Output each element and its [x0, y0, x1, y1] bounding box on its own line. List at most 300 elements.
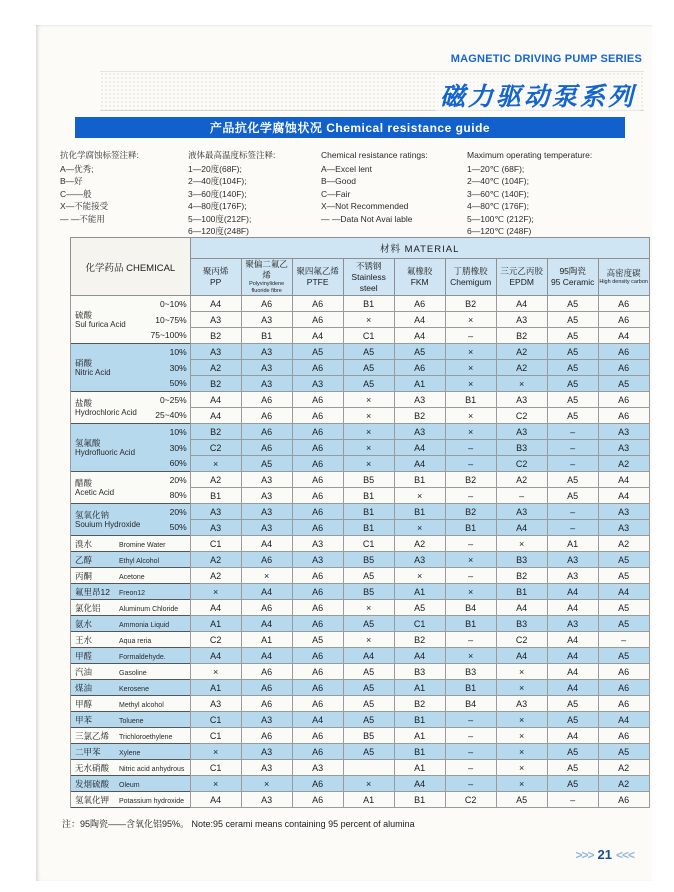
material-name-en: Stainless steel	[351, 271, 386, 293]
rating-cell: A4	[394, 440, 445, 456]
rating-cell: B2	[445, 472, 496, 488]
rating-cell: B3	[496, 440, 547, 456]
legend-heading: 液体最高温度标签注释:	[188, 150, 276, 160]
material-name-en: PTFE	[306, 277, 329, 287]
rating-cell: B1	[190, 488, 241, 504]
concentration-cell: 75~100%	[151, 328, 191, 344]
rating-cell: A4	[547, 648, 598, 664]
concentration-cell: 80%	[151, 488, 191, 504]
table-row	[71, 344, 650, 360]
rating-cell: A5	[598, 616, 649, 632]
concentration-cell: 30%	[151, 440, 191, 456]
rating-cell: B2	[394, 408, 445, 424]
rating-cell: A5	[343, 680, 394, 696]
concentration-cell: 50%	[151, 520, 191, 536]
table-row	[71, 376, 650, 392]
chemical-name-cell	[71, 792, 191, 808]
rating-cell: A6	[241, 728, 292, 744]
rating-cell: B2	[394, 696, 445, 712]
table-row	[71, 776, 650, 792]
rating-cell: A4	[496, 296, 547, 312]
rating-cell: ×	[496, 536, 547, 552]
rating-cell: B2	[445, 504, 496, 520]
rating-cell: A5	[343, 344, 394, 360]
chemical-name-en: Nitric acid anhydrous	[119, 765, 185, 773]
rating-cell: A5	[343, 664, 394, 680]
rating-cell: A5	[547, 488, 598, 504]
rating-cell: B1	[241, 328, 292, 344]
legend-column-3	[321, 149, 467, 238]
chemical-name-cell	[71, 648, 191, 664]
rating-cell: A4	[190, 600, 241, 616]
chemical-name-cell	[71, 504, 151, 536]
material-name-en: PP	[210, 277, 222, 287]
chemical-name-zh: 甲苯	[75, 714, 93, 725]
chemical-name-en: Toluene	[119, 717, 144, 725]
catalog-page	[36, 25, 652, 881]
chemical-name-en: Ethyl Alcohol	[119, 557, 160, 565]
rating-cell: A3	[241, 376, 292, 392]
chemical-name-en: Methyl alcohol	[119, 701, 164, 709]
rating-cell: ×	[445, 344, 496, 360]
material-name-zh: 聚偏二氟乙烯	[245, 259, 288, 280]
table-row	[71, 504, 650, 520]
rating-cell: B1	[445, 616, 496, 632]
chemical-name-zh: 乙醇	[75, 554, 93, 565]
rating-cell: B1	[445, 520, 496, 536]
chemical-name-cell	[71, 616, 191, 632]
rating-cell: A6	[292, 472, 343, 488]
material-name-en: FKM	[410, 277, 429, 287]
rating-cell: A2	[394, 536, 445, 552]
material-name-zh: 不锈钢	[355, 260, 382, 271]
rating-cell: ×	[445, 552, 496, 568]
chemical-name-zh: 甲醛	[75, 650, 93, 661]
rating-cell: A5	[598, 744, 649, 760]
rating-cell: C1	[190, 760, 241, 776]
rating-cell: ×	[241, 776, 292, 792]
rating-cell: –	[547, 440, 598, 456]
rating-cell: A2	[190, 472, 241, 488]
rating-cell: –	[445, 440, 496, 456]
rating-cell: A6	[394, 360, 445, 376]
rating-cell: A3	[190, 344, 241, 360]
chemical-name-cell	[71, 552, 191, 568]
rating-cell: B1	[394, 744, 445, 760]
chemical-name-zh: 三氯乙烯	[75, 730, 110, 741]
chemical-name-zh: 无水硝酸	[75, 762, 110, 773]
chemical-name-en: Kerosene	[119, 685, 149, 693]
rating-cell: A1	[343, 792, 394, 808]
series-title-en: MAGNETIC DRIVING PUMP SERIES	[450, 53, 642, 65]
material-name-zh: 聚四氟乙烯	[296, 266, 339, 276]
rating-cell: A5	[547, 392, 598, 408]
rating-cell: A1	[547, 536, 598, 552]
material-name-en: Polyvinylidene fluoride fibre	[249, 281, 285, 294]
rating-cell: A6	[598, 728, 649, 744]
rating-cell: A6	[292, 520, 343, 536]
concentration-cell: 0~10%	[151, 296, 191, 312]
rating-cell: A4	[190, 392, 241, 408]
rating-cell: A4	[241, 536, 292, 552]
rating-cell: A3	[394, 424, 445, 440]
rating-cell: A6	[241, 392, 292, 408]
rating-cell: –	[445, 536, 496, 552]
rating-cell: A2	[496, 360, 547, 376]
legend-heading: Chemical resistance ratings:	[321, 150, 428, 160]
legend-line: 6—120度(248F)	[188, 226, 249, 236]
rating-cell: ×	[445, 360, 496, 376]
legend-line: B—好	[60, 176, 83, 186]
chemical-name-en: Trichloroethylene	[119, 733, 173, 741]
table-row	[71, 552, 650, 568]
chemical-name-zh: 甲醇	[75, 698, 93, 709]
table-row	[71, 760, 650, 776]
rating-cell: A3	[241, 344, 292, 360]
rating-cell: ×	[445, 584, 496, 600]
rating-cell: A6	[598, 408, 649, 424]
rating-cell: A3	[496, 312, 547, 328]
rating-cell: A3	[496, 696, 547, 712]
rating-cell: A6	[292, 440, 343, 456]
legend-line: X—Not Recommended	[321, 201, 409, 211]
rating-cell: A6	[598, 664, 649, 680]
rating-cell: B2	[496, 568, 547, 584]
rating-cell: A2	[496, 472, 547, 488]
rating-cell: A6	[394, 296, 445, 312]
material-name-en: Chemigum	[450, 277, 492, 287]
rating-cell: A6	[292, 504, 343, 520]
rating-cell: B1	[496, 584, 547, 600]
chemical-name-cell	[71, 776, 191, 792]
rating-cell: –	[445, 760, 496, 776]
rating-cell: A3	[547, 552, 598, 568]
table-row	[71, 696, 650, 712]
corner-header: 化学药品 CHEMICAL	[71, 238, 191, 296]
rating-cell: B3	[496, 616, 547, 632]
chemical-name-cell	[71, 744, 191, 760]
rating-cell: A4	[598, 328, 649, 344]
rating-cell: A5	[547, 744, 598, 760]
page-number	[575, 847, 634, 862]
chemical-name-cell	[71, 568, 191, 584]
rating-cell: A3	[292, 376, 343, 392]
material-column-header	[241, 259, 292, 296]
rating-cell: A3	[292, 536, 343, 552]
rating-cell	[343, 760, 394, 776]
rating-cell: A4	[394, 648, 445, 664]
rating-cell: A3	[190, 520, 241, 536]
chemical-name-cell	[71, 664, 191, 680]
rating-cell: A5	[343, 744, 394, 760]
chemical-name-cell	[71, 696, 191, 712]
legend-line: — —不能用	[60, 213, 105, 224]
rating-cell: C2	[496, 456, 547, 472]
rating-cell: A6	[292, 616, 343, 632]
legend-line: 3—60度(140F);	[188, 188, 247, 199]
material-name-zh: 高密度碳	[606, 268, 641, 278]
rating-cell: A5	[343, 360, 394, 376]
rating-cell: –	[445, 488, 496, 504]
rating-cell: B2	[190, 376, 241, 392]
rating-cell: A3	[190, 696, 241, 712]
material-name-zh: 三元乙丙胶	[500, 266, 543, 276]
rating-cell: A6	[241, 440, 292, 456]
rating-cell: B5	[343, 728, 394, 744]
rating-cell: A4	[547, 728, 598, 744]
rating-cell: B1	[394, 712, 445, 728]
rating-cell: A3	[496, 392, 547, 408]
rating-cell: A1	[394, 376, 445, 392]
table-row	[71, 360, 650, 376]
rating-cell: –	[445, 728, 496, 744]
section-title: 产品抗化学腐蚀状况 Chemical resistance guide	[209, 121, 491, 135]
rating-cell: A6	[292, 728, 343, 744]
rating-cell: A3	[598, 424, 649, 440]
rating-cell: B5	[343, 552, 394, 568]
table-row	[71, 680, 650, 696]
rating-cell: A2	[496, 344, 547, 360]
chemical-name-en: Formaldehyde.	[119, 653, 166, 661]
section-title-bar	[75, 117, 625, 138]
rating-cell: A4	[496, 648, 547, 664]
legend-line: 3—60℃ (140F);	[467, 188, 529, 199]
rating-cell: A4	[598, 712, 649, 728]
rating-cell: A1	[241, 632, 292, 648]
rating-cell: A5	[547, 472, 598, 488]
material-column-header	[343, 259, 394, 296]
rating-cell: C2	[445, 792, 496, 808]
rating-cell: A5	[343, 712, 394, 728]
table-row	[71, 712, 650, 728]
rating-cell: B3	[496, 552, 547, 568]
rating-cell: A6	[292, 360, 343, 376]
concentration-cell: 20%	[151, 504, 191, 520]
rating-cell: –	[547, 424, 598, 440]
rating-cell: ×	[190, 776, 241, 792]
chemical-name-zh: 硝酸	[75, 357, 93, 368]
rating-cell: A4	[190, 792, 241, 808]
rating-cell: A5	[598, 376, 649, 392]
rating-cell: A4	[496, 520, 547, 536]
rating-cell: A6	[241, 680, 292, 696]
chemical-name-en: Gasoline	[119, 669, 147, 677]
rating-cell: ×	[496, 680, 547, 696]
rating-cell: A4	[190, 648, 241, 664]
rating-cell: A1	[394, 680, 445, 696]
rating-cell: ×	[343, 632, 394, 648]
chevrons-right-icon: >>>	[575, 847, 594, 862]
material-header: 材料 MATERIAL	[190, 238, 649, 259]
series-title-zh: 磁力驱动泵系列	[436, 77, 640, 113]
chemical-name-cell	[71, 584, 191, 600]
rating-cell: A5	[547, 776, 598, 792]
rating-cell: A5	[598, 600, 649, 616]
concentration-cell: 10%	[151, 424, 191, 440]
rating-cell: A1	[394, 728, 445, 744]
chemical-resistance-table	[70, 237, 650, 808]
rating-cell: A5	[547, 328, 598, 344]
page-number-value: 21	[597, 847, 612, 862]
concentration-cell: 0~25%	[151, 392, 191, 408]
rating-cell: ×	[445, 424, 496, 440]
concentration-cell: 20%	[151, 472, 191, 488]
rating-cell: A6	[292, 680, 343, 696]
rating-cell: –	[445, 744, 496, 760]
chemical-name-en: Aluminum Chloride	[119, 605, 179, 613]
table-row	[71, 600, 650, 616]
rating-cell: A5	[547, 296, 598, 312]
rating-cell: A1	[190, 680, 241, 696]
rating-cell: ×	[496, 760, 547, 776]
rating-cell: A6	[292, 696, 343, 712]
legend-notes	[60, 149, 642, 238]
rating-cell: –	[496, 488, 547, 504]
rating-cell: –	[445, 632, 496, 648]
rating-cell: –	[547, 504, 598, 520]
rating-cell: –	[445, 712, 496, 728]
rating-cell: A4	[343, 648, 394, 664]
rating-cell: A6	[292, 584, 343, 600]
rating-cell: –	[598, 632, 649, 648]
rating-cell: ×	[190, 456, 241, 472]
rating-cell: A4	[241, 648, 292, 664]
rating-cell: C1	[190, 712, 241, 728]
rating-cell: A5	[547, 408, 598, 424]
rating-cell: ×	[343, 600, 394, 616]
rating-cell: A4	[394, 456, 445, 472]
rating-cell: B1	[445, 392, 496, 408]
table-row	[71, 392, 650, 408]
rating-cell: A6	[241, 408, 292, 424]
rating-cell: ×	[496, 728, 547, 744]
concentration-cell: 10%	[151, 344, 191, 360]
chemical-name-en: Acetic Acid	[75, 487, 115, 497]
rating-cell: A3	[241, 312, 292, 328]
legend-line: 2—40度(104F);	[188, 176, 247, 186]
rating-cell: A3	[292, 760, 343, 776]
chevrons-left-icon: <<<	[615, 847, 634, 862]
table-row	[71, 296, 650, 312]
rating-cell: A4	[547, 600, 598, 616]
rating-cell: A6	[598, 392, 649, 408]
rating-cell: A5	[292, 344, 343, 360]
rating-cell: B4	[445, 696, 496, 712]
chemical-name-zh: 煤油	[75, 682, 93, 693]
rating-cell: A6	[598, 360, 649, 376]
legend-column-2	[188, 149, 321, 238]
legend-line: B—Good	[321, 176, 356, 186]
rating-cell: A3	[241, 712, 292, 728]
chemical-name-zh: 氯化铝	[75, 602, 101, 613]
rating-cell: A6	[598, 696, 649, 712]
rating-cell: A3	[241, 760, 292, 776]
rating-cell: A3	[190, 312, 241, 328]
chemical-name-cell	[71, 728, 191, 744]
rating-cell: ×	[190, 744, 241, 760]
rating-cell: A5	[547, 376, 598, 392]
legend-line: C—Fair	[321, 188, 351, 199]
chemical-name-en: Xylene	[119, 749, 141, 757]
chemical-name-en: Oleum	[119, 781, 140, 789]
legend-line: 4—80℃ (176F);	[467, 201, 529, 211]
table-row	[71, 536, 650, 552]
material-name-en: EPDM	[509, 277, 534, 287]
chemical-name-cell	[71, 712, 191, 728]
rating-cell: ×	[343, 392, 394, 408]
rating-cell: A2	[598, 456, 649, 472]
rating-cell: A6	[241, 664, 292, 680]
rating-cell: A4	[190, 296, 241, 312]
rating-cell: A4	[598, 584, 649, 600]
rating-cell: C2	[190, 632, 241, 648]
table-row	[71, 568, 650, 584]
table-row	[71, 472, 650, 488]
rating-cell: A6	[292, 488, 343, 504]
rating-cell: –	[547, 792, 598, 808]
table-row	[71, 664, 650, 680]
chemical-name-cell	[71, 296, 151, 344]
rating-cell: C1	[343, 536, 394, 552]
rating-cell: A3	[598, 504, 649, 520]
legend-line: A—优秀;	[60, 163, 94, 174]
rating-cell: B2	[496, 328, 547, 344]
chemical-name-en: Freon12	[119, 589, 146, 597]
rating-cell: ×	[241, 568, 292, 584]
rating-cell: A3	[241, 504, 292, 520]
chemical-name-en: Bromine Water	[119, 541, 166, 549]
rating-cell: –	[547, 456, 598, 472]
rating-cell: A3	[292, 552, 343, 568]
rating-cell: A5	[547, 312, 598, 328]
table-row	[71, 312, 650, 328]
rating-cell: A6	[241, 296, 292, 312]
rating-cell: A5	[547, 344, 598, 360]
legend-line: X—不能接受	[60, 201, 109, 211]
chemical-name-zh: 汽油	[75, 666, 93, 677]
rating-cell: C2	[190, 440, 241, 456]
legend-line: 1—20度(68F);	[188, 163, 242, 174]
rating-cell: C2	[496, 408, 547, 424]
rating-cell: C1	[394, 616, 445, 632]
concentration-cell: 25~40%	[151, 408, 191, 424]
chemical-name-en: Potassium hydroxide	[119, 797, 184, 805]
legend-line: 6—120℃ (248F)	[467, 226, 532, 236]
table-row	[71, 616, 650, 632]
chemical-name-en: Souium Hydroxide	[75, 519, 141, 529]
legend-heading: 抗化学腐蚀标签注释:	[60, 150, 139, 160]
chemical-name-zh: 氟里昂12	[75, 586, 110, 597]
footnote: 注：95陶瓷——含氧化铝95%。 Note:95 cerami means containing 95 percent of alumina	[62, 819, 415, 829]
rating-cell: ×	[343, 424, 394, 440]
rating-cell: ×	[394, 520, 445, 536]
table-row	[71, 584, 650, 600]
chemical-name-en: Nitric Acid	[75, 367, 111, 377]
rating-cell: ×	[343, 456, 394, 472]
table-row	[71, 520, 650, 536]
rating-cell: C2	[496, 632, 547, 648]
rating-cell: A5	[547, 712, 598, 728]
chemical-name-zh: 发烟硫酸	[75, 778, 110, 789]
legend-line: 2—40℃ (104F);	[467, 176, 529, 186]
rating-cell: A4	[241, 584, 292, 600]
rating-cell: B2	[190, 328, 241, 344]
chemical-name-en: Aqua reria	[119, 637, 152, 645]
table-row	[71, 440, 650, 456]
concentration-cell: 30%	[151, 360, 191, 376]
legend-line: 5—100度(212F);	[188, 213, 252, 224]
rating-cell: A4	[598, 472, 649, 488]
